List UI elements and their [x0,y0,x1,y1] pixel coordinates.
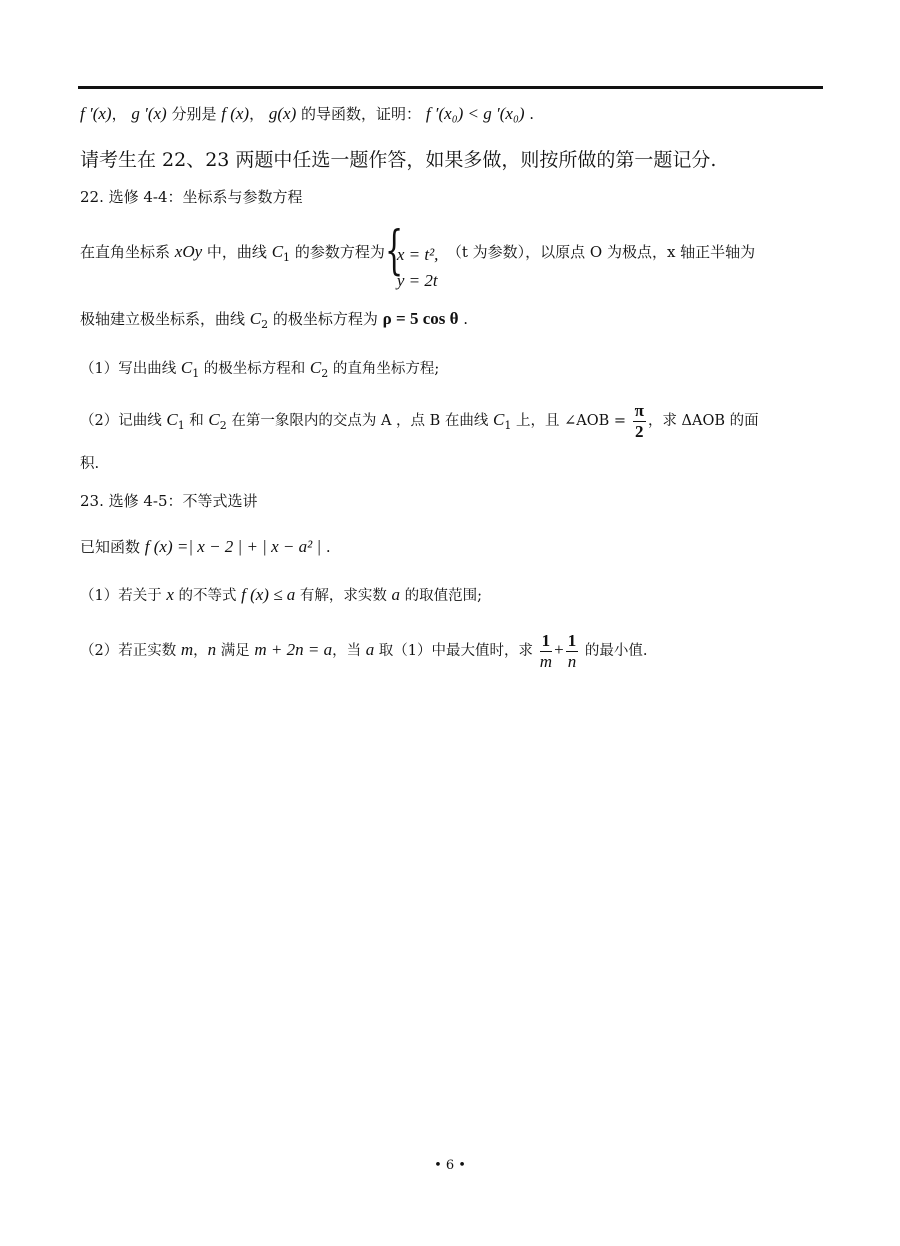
curve-c2: C [249,309,262,328]
derivative-proof-line [80,104,534,124]
q23-part2 [80,628,647,673]
subscript: 1 [192,367,200,380]
g-expression: g(x) [268,104,297,123]
fraction-denominator: 2 [635,421,644,441]
pi-over-two [633,401,646,442]
subscript: 1 [504,419,512,432]
text: 中，曲线 [202,243,272,261]
q23-heading: 23. 选修 4-5：不等式选讲 [80,492,258,510]
text: 极轴建立极坐标系，曲线 [80,310,250,328]
q22-part1 [80,358,439,384]
part-label: （2） [80,643,119,659]
text: 已知函数 [80,538,145,556]
fraction-numerator: 1 [567,630,577,650]
variable-x: x [166,585,174,604]
text: （t 为参数），以原点 O 为极点，x 轴正半轴为 [446,243,756,261]
fraction-numerator: 1 [541,630,551,650]
text: . [524,105,535,123]
fraction-one-over-n [566,631,579,672]
text: 的最小值. [580,643,648,659]
q22-part2 [80,398,759,448]
polar-equation: ρ = 5 cos θ [382,309,459,328]
text: 的取值范围; [400,588,482,604]
text: 写出曲线 [118,361,181,377]
separator: ， [249,105,265,123]
q22-heading: 22. 选修 4-4：坐标系与参数方程 [80,188,303,206]
function-equation: f (x) =| x − 2 | + | x − a² | [144,537,322,556]
text: . [458,310,469,328]
coordinate-system-label: xOy [174,242,203,261]
curve-c2: C [208,410,220,429]
q23-part1 [80,585,482,606]
constraint-equation: m + 2n = a [254,640,333,659]
text: 分别是 [166,105,222,123]
fraction-one-over-m [540,631,553,672]
subscript: 1 [283,251,291,264]
param-eq-y: y = 2t [396,271,438,290]
text: 若关于 [118,588,167,604]
f-prime-expression: f ′(x) [80,104,112,123]
fraction-denominator: n [567,651,577,671]
part-label: （2） [80,413,119,429]
part-label: （1） [80,588,119,604]
subscript: 2 [321,367,329,380]
curve-c1: C [271,242,284,261]
text: 的极坐标方程为 [268,310,383,328]
text: 有解，求实数 [295,588,392,604]
variable-n: n [207,640,217,659]
text: 在第一象限内的交点为 A ，点 B 在曲线 [226,413,494,429]
inequality: f (x) ≤ a [241,585,296,604]
text: 取（1）中最大值时，求 [374,643,538,659]
text: ，当 [332,643,366,659]
f-expression: f (x) [221,104,250,123]
q22-parametric-line [80,221,756,290]
fraction-numerator: π [634,400,644,420]
q22-part2-continuation: 积. [80,456,100,472]
angle-condition: 上，且 ∠AOB = [511,413,631,429]
text: 和 [184,413,209,429]
curve-c1: C [166,410,178,429]
curve-c2: C [309,358,322,377]
text: 在直角坐标系 [80,243,175,261]
left-brace-icon: { [384,221,404,281]
part-label: （1） [80,361,119,377]
variable-a: a [365,640,375,659]
text: 记曲线 [118,413,167,429]
separator: ， [111,105,127,123]
parametric-system [384,221,447,290]
derivative-inequality: f ′(x₀) < g ′(x₀) [425,104,525,123]
text: 的直角坐标方程; [328,361,440,377]
subscript: 1 [177,419,185,432]
q22-polar-line [80,309,468,335]
text: 的极坐标方程和 [199,361,310,377]
plus-sign: + [554,640,564,659]
text: 的参数方程为 [290,243,385,261]
subscript: 2 [261,318,269,331]
g-prime-expression: g ′(x) [131,104,167,123]
variable-m: m [180,640,194,659]
q23-function-definition [80,537,331,557]
text: ，求 ΔAOB 的面 [647,413,759,429]
text: ， [193,643,208,659]
fraction-denominator: m [539,651,553,671]
page-number: • 6 • [434,1158,466,1173]
text: 的导函数，证明： [296,105,422,123]
choice-instruction: 请考生在 22、23 两题中任选一题作答，如果多做，则按所做的第一题记分. [80,149,717,171]
curve-c1: C [180,358,193,377]
subscript: 2 [219,419,227,432]
text: 若正实数 [118,643,181,659]
text: 的不等式 [173,588,242,604]
curve-c1: C [493,410,505,429]
variable-a: a [391,585,400,604]
param-eq-x: x = t², [396,245,439,264]
text: 满足 [216,643,255,659]
header-rule [78,86,823,89]
text: . [321,538,331,556]
